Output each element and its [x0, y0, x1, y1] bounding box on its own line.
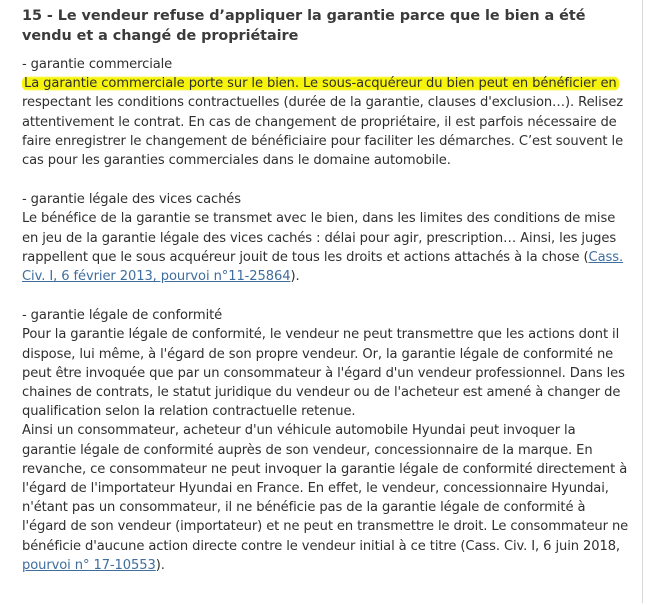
paragraph-text: ).	[290, 269, 300, 285]
section-heading: - garantie légale de conformité	[22, 308, 223, 324]
section-heading: - garantie légale des vices cachés	[22, 192, 241, 208]
section-garantie-commerciale	[22, 55, 632, 170]
paragraph-text: Ainsi un consommateur, acheteur d'un véhicule automobile Hyundai peut invoquer la garantie légale de conformité auprès de son vendeur, concessionnaire de la marque. En revanche, ce consommateur ne peut invoquer la garantie légale de conformité directement à l'égard de l'importateur Hyundai en France. En effet, le vendeur, concessionnaire Hyundai, n'étant pas un consommateur, il ne bénéficie pas de la garantie légale de conformité à l'égard de son vendeur (importateur) et ne peut en transmettre le droit. Le consommateur ne bénéficie d'aucune action directe contre le vendeur initial à ce titre (Cass. Civ. I, 6 juin 2018,	[22, 423, 629, 554]
highlighted-text: La garantie commerciale porte sur le bien. Le sous-acquéreur du bien peut en bénéficier en	[24, 76, 617, 92]
paragraph-text: respectant les conditions contractuelles (durée de la garantie, clauses d'exclusion…). Relisez attentivement le contrat. En cas de changement de propriétaire, il est parfois nécessaire de faire enregistrer le changement de bénéficiaire pour faciliter les démarches. C’est souvent le cas pour les garanties commerciales dans le domaine automobile.	[22, 95, 624, 169]
citation-link[interactable]: pourvoi n° 17-10553	[22, 557, 156, 573]
article	[22, 6, 632, 575]
section-paragraph: Pour la garantie légale de conformité, le vendeur ne peut transmettre que les actions dont il dispose, lui même, à l'égard de son propre vendeur. Or, la garantie légale de conformité ne peut être invoquée que par un consommateur à l'égard d'un vendeur professionnel. Dans les chaines de contrats, le statut juridique du vendeur ou de l'acheteur est amené à changer de qualification selon la relation contractuelle retenue.	[22, 327, 625, 420]
section-paragraph	[22, 209, 632, 286]
paragraph-text: ).	[155, 557, 165, 573]
citation-link[interactable]: Cass. Civ. I, 6 février 2013, pourvoi n°11-25864	[22, 249, 624, 285]
section-vices-caches	[22, 190, 632, 286]
paragraph-text: Le bénéfice de la garantie se transmet avec le bien, dans les limites des conditions de mise en jeu de la garantie légale des vices cachés : délai pour agir, prescription… Ainsi, les juges rappellent que le sous acquéreur jouit de tous les droits et actions attachés à la chose (	[22, 211, 617, 265]
section-paragraph	[22, 421, 632, 575]
article-title: 15 - Le vendeur refuse d’appliquer la garantie parce que le bien a été vendu et a changé de propriétaire	[22, 8, 586, 44]
section-garantie-conformite	[22, 306, 632, 575]
section-heading: - garantie commerciale	[22, 57, 173, 72]
section-paragraph	[22, 74, 632, 170]
